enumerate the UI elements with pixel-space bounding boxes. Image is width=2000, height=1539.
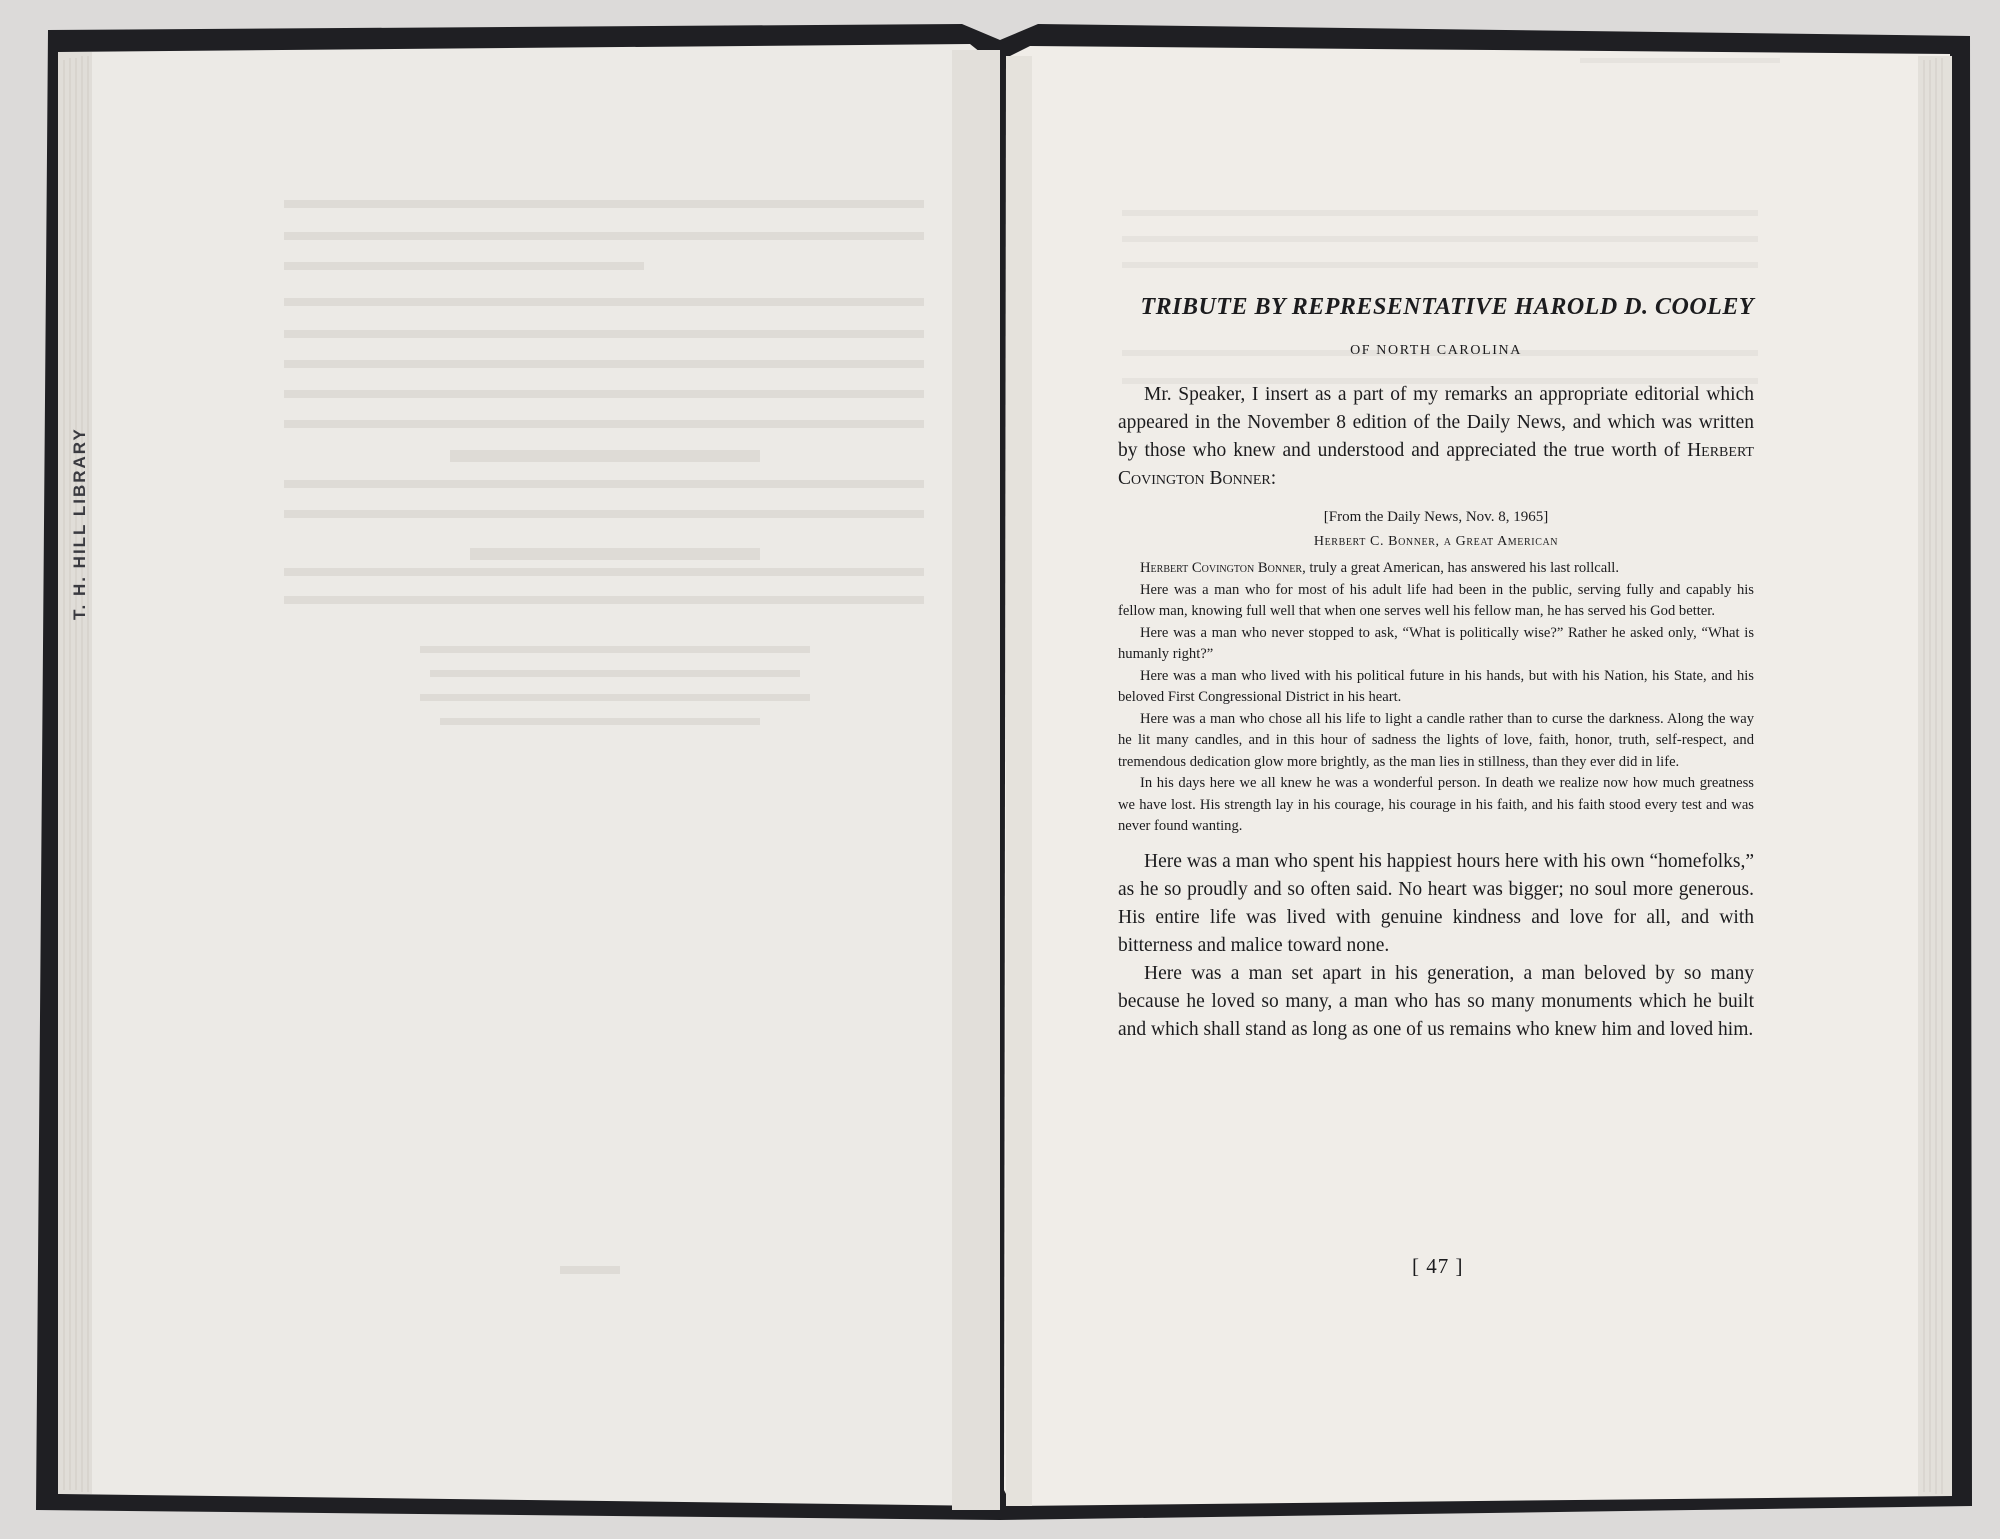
editorial-quote xyxy=(1118,558,1754,838)
quote-paragraph: Here was a man who for most of his adult life had been in the public, serving fully and capably his fellow man, knowing full well that when one serves well his fellow man, he has served his God better. xyxy=(1118,581,1754,619)
intro-end: : xyxy=(1270,468,1277,489)
quote-paragraph: In his days here we all knew he was a wonderful person. In death we realize now how much greatness we have lost. His strength lay in his courage, his courage in his faith, and his faith stood every test and was never found wanting. xyxy=(1118,775,1754,834)
closing-paragraph: Here was a man set apart in his generation, a man beloved by so many because he loved so many, a man who has so many monuments which he built and which shall stand as long as one of us remains who knew him and loved him. xyxy=(1118,962,1754,1040)
intro-text: Mr. Speaker, I insert as a part of my remarks an appropriate editorial which appeared in the November 8 edition of the Daily News, and which was written by those who knew and understood and appreciated the true worth of xyxy=(1118,384,1754,461)
intro-name: Herbert Covington Bonner xyxy=(1118,440,1754,489)
quote-paragraph: Here was a man who lived with his political future in his hands, but with his Nation, his State, and his beloved First Congressional District in his heart. xyxy=(1118,667,1754,705)
quote-paragraph: Here was a man who never stopped to ask, “What is politically wise?” Rather he asked only, “What is humanly right?” xyxy=(1118,624,1754,662)
quote-first-rest: , truly a great American, has answered his last rollcall. xyxy=(1302,560,1619,576)
right-page-text xyxy=(1118,294,1754,1044)
quote-name: Herbert Covington Bonner xyxy=(1140,560,1303,576)
state-subtitle: OF NORTH CAROLINA xyxy=(1350,343,1522,358)
editorial-headline: Herbert C. Bonner, a Great American xyxy=(1313,534,1559,549)
quote-paragraph xyxy=(1118,558,1754,580)
closing-paragraph: Here was a man who spent his happiest hours here with his own “homefolks,” as he so proudly and so often said. No heart was bigger; no soul more generous. His entire life was lived with genuine kindness and love for all, and with bitterness and malice toward none. xyxy=(1118,850,1754,956)
tribute-title: TRIBUTE BY REPRESENTATIVE HAROLD D. COOLEY xyxy=(1140,294,1754,320)
library-stamp: T. H. HILL LIBRARY xyxy=(70,427,89,620)
quote-paragraph: Here was a man who chose all his life to light a candle rather than to curse the darkness. Along the way he lit many candles, and in this hour of sadness the lights of love, faith, honor, truth, self-respect, and tremendous dedication glow more brightly, as the man lies in stillness, than they ever did in life. xyxy=(1118,710,1754,770)
intro-paragraph xyxy=(1118,381,1754,493)
source-citation: [From the Daily News, Nov. 8, 1965] xyxy=(1323,509,1549,525)
page-number: [ 47 ] xyxy=(1412,1254,1464,1278)
